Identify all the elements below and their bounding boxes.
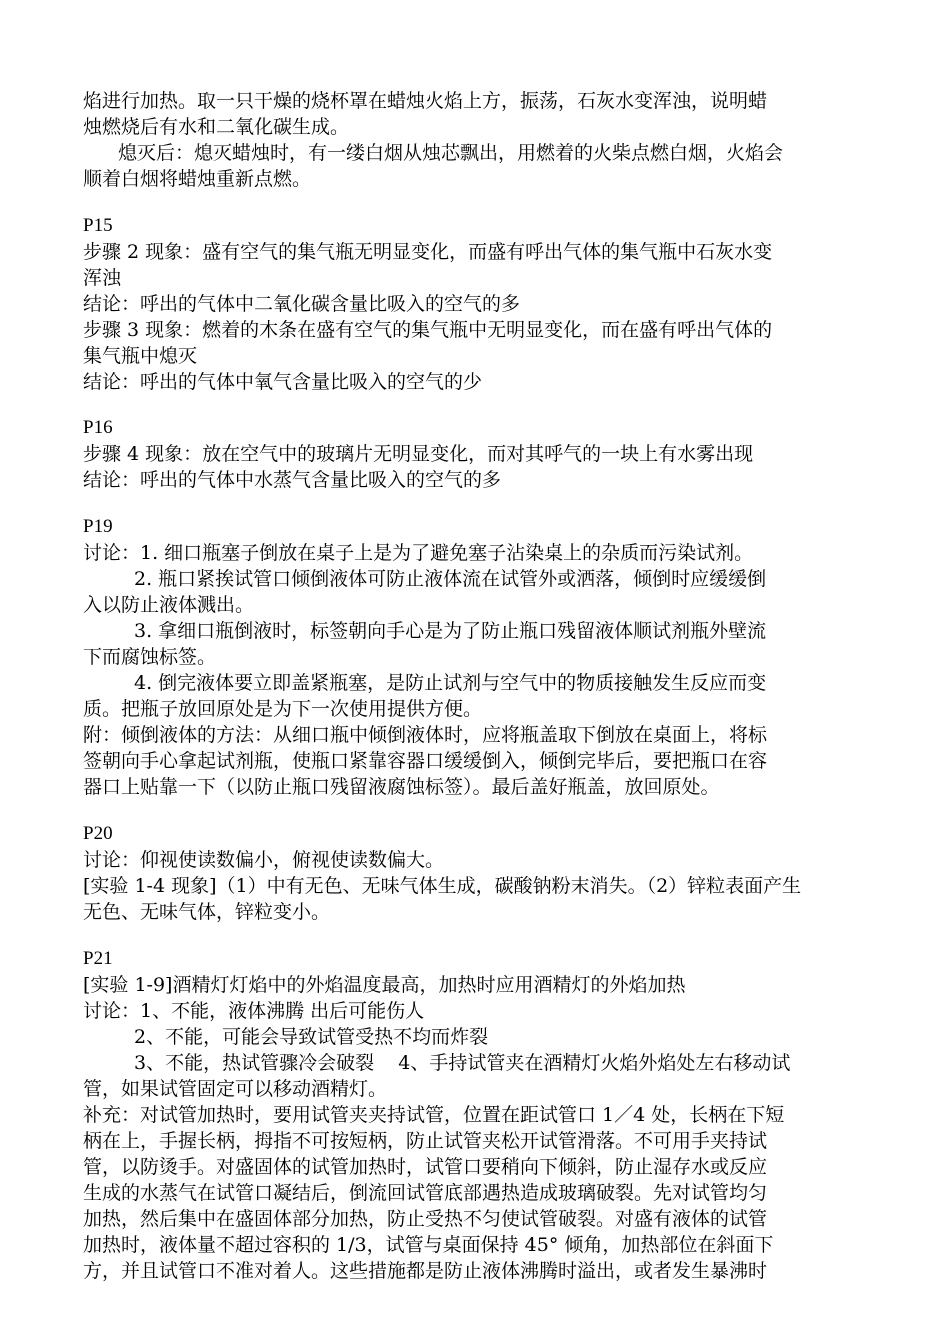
text-line: [实验 1-4 现象]（1）中有无色、无味气体生成，碳酸钠粉末消失。（2）锌粒表面产生 <box>83 875 802 897</box>
text-line: 步骤 2 现象：盛有空气的集气瓶无明显变化，而盛有呼出气体的集气瓶中石灰水变 <box>83 241 773 263</box>
text-line: 4. 倒完液体要立即盖紧瓶塞，是防止试剂与空气中的物质接触发生反应而变 <box>134 672 767 694</box>
text-line: 结论：呼出的气体中氧气含量比吸入的空气的少 <box>83 371 483 393</box>
text-line: 讨论：1、不能，液体沸腾 出后可能伤人 <box>83 1000 425 1022</box>
text-line: 加热，然后集中在盛固体部分加热，防止受热不匀使试管破裂。对盛有液体的试管 <box>83 1208 768 1230</box>
text-line: 讨论：仰视使读数偏小，俯视使读数偏大。 <box>83 849 445 871</box>
text-line: 生成的水蒸气在试管口凝结后，倒流回试管底部遇热造成玻璃破裂。先对试管均匀 <box>83 1182 768 1204</box>
section-heading-p20: P20 <box>83 823 113 844</box>
text-line: 结论：呼出的气体中二氧化碳含量比吸入的空气的多 <box>83 293 521 315</box>
text-line: 讨论：1. 细口瓶塞子倒放在桌子上是为了避免塞子沾染桌上的杂质而污染试剂。 <box>83 542 754 564</box>
text-line: 管，以防烫手。对盛固体的试管加热时，试管口要稍向下倾斜，防止湿存水或反应 <box>83 1156 768 1178</box>
text-line: 柄在上，手握长柄，拇指不可按短柄，防止试管夹松开试管滑落。不可用手夹持试 <box>83 1130 768 1152</box>
section-heading-p15: P15 <box>83 215 113 236</box>
text-line: 集气瓶中熄灭 <box>83 345 198 367</box>
section-heading-p21: P21 <box>83 948 113 969</box>
text-line: 入以防止液体溅出。 <box>83 594 255 616</box>
text-line: 焰进行加热。取一只干燥的烧杯罩在蜡烛火焰上方，振荡，石灰水变浑浊，说明蜡 <box>83 90 768 112</box>
text-line: 熄灭后：熄灭蜡烛时，有一缕白烟从烛芯飘出，用燃着的火柴点燃白烟，火焰会 <box>118 142 784 164</box>
text-line: 顺着白烟将蜡烛重新点燃。 <box>83 168 312 190</box>
text-line: 浑浊 <box>83 267 122 289</box>
text-line: 器口上贴靠一下（以防止瓶口残留液腐蚀标签）。最后盖好瓶盖，放回原处。 <box>83 776 720 798</box>
section-heading-p19: P19 <box>83 516 113 537</box>
text-line: 步骤 3 现象：燃着的木条在盛有空气的集气瓶中无明显变化，而在盛有呼出气体的 <box>83 319 773 341</box>
text-line: [实验 1-9]酒精灯灯焰中的外焰温度最高，加热时应用酒精灯的外焰加热 <box>83 974 686 996</box>
text-line: 加热时，液体量不超过容积的 1/3，试管与桌面保持 45° 倾角，加热部位在斜面下 <box>83 1234 774 1256</box>
text-line: 签朝向手心拿起试剂瓶，使瓶口紧靠容器口缓缓倒入，倾倒完毕后，要把瓶口在容 <box>83 750 768 772</box>
text-line: 步骤 4 现象：放在空气中的玻璃片无明显变化，而对其呼气的一块上有水雾出现 <box>83 443 754 465</box>
text-line: 结论：呼出的气体中水蒸气含量比吸入的空气的多 <box>83 469 502 491</box>
text-line: 补充：对试管加热时，要用试管夹夹持试管，位置在距试管口 1／4 处，长柄在下短 <box>83 1104 785 1126</box>
text-line: 附：倾倒液体的方法：从细口瓶中倾倒液体时，应将瓶盖取下倒放在桌面上，将标 <box>83 724 768 746</box>
text-line: 2、不能，可能会导致试管受热不均而炸裂 <box>134 1026 489 1048</box>
text-line: 3、不能，热试管骤冷会破裂 4、手持试管夹在酒精灯火焰外焰处左右移动试 <box>134 1052 791 1074</box>
section-heading-p16: P16 <box>83 417 113 438</box>
text-line: 3. 拿细口瓶倒液时，标签朝向手心是为了防止瓶口残留液体顺试剂瓶外壁流 <box>134 620 767 642</box>
text-line: 2. 瓶口紧挨试管口倾倒液体可防止液体流在试管外或洒落，倾倒时应缓缓倒 <box>134 568 767 590</box>
text-line: 管，如果试管固定可以移动酒精灯。 <box>83 1078 388 1100</box>
text-line: 无色、无味气体，锌粒变小。 <box>83 901 331 923</box>
text-line: 质。把瓶子放回原处是为下一次使用提供方便。 <box>83 698 483 720</box>
text-line: 下而腐蚀标签。 <box>83 646 217 668</box>
text-line: 烛燃烧后有水和二氧化碳生成。 <box>83 116 350 138</box>
text-line: 方，并且试管口不准对着人。这些措施都是防止液体沸腾时溢出，或者发生暴沸时 <box>83 1260 768 1282</box>
